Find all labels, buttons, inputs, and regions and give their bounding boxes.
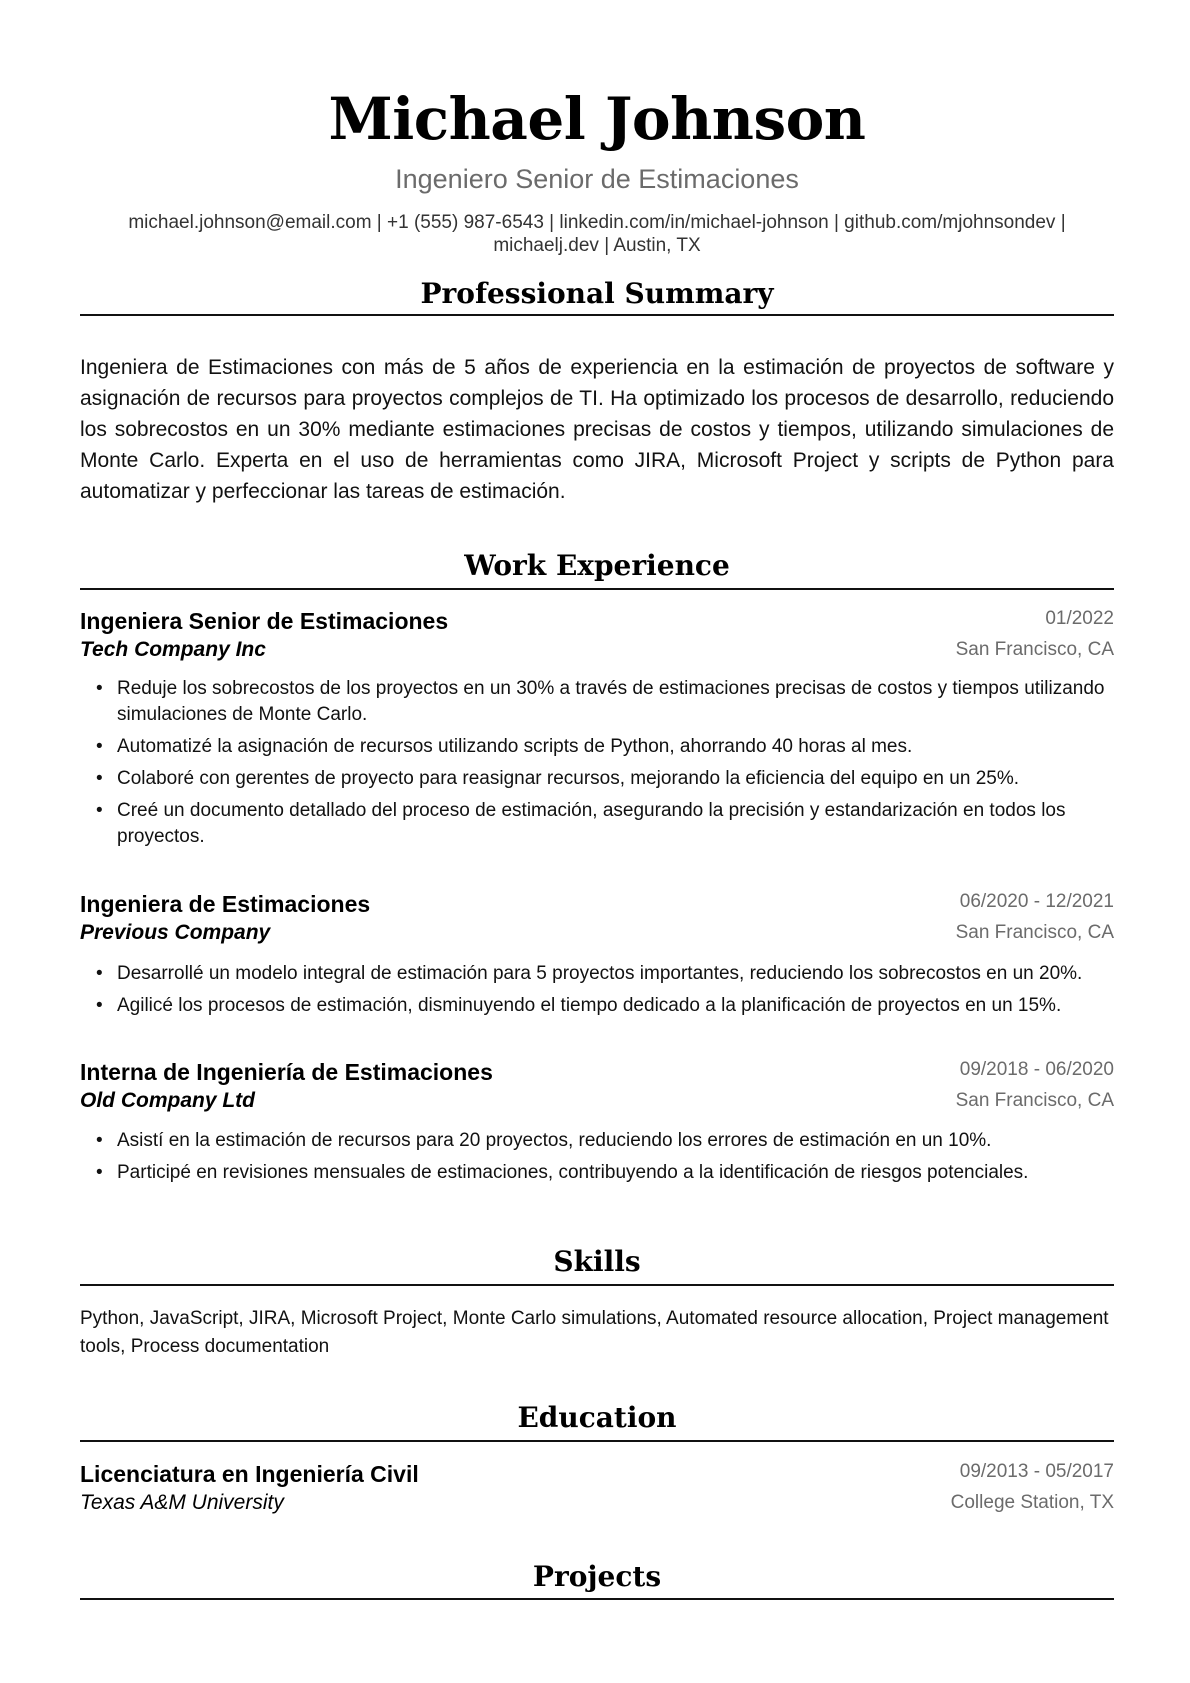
- bullet-glyph: •: [96, 1162, 103, 1183]
- job-bullets: [80, 961, 1114, 1025]
- job-company: Previous Company: [80, 921, 271, 944]
- job-title: Ingeniera Senior de Estimaciones: [80, 608, 449, 634]
- job-title: Interna de Ingeniería de Estimaciones: [80, 1059, 493, 1085]
- contact-line-1: michael.johnson@email.com | +1 (555) 987-6543 | linkedin.com/in/michael-johnson | github.com/mjohnsondev |: [128, 212, 1066, 233]
- job-date: 06/2020 - 12/2021: [959, 891, 1114, 912]
- job-date: 09/2018 - 06/2020: [959, 1059, 1114, 1080]
- summary-divider: [80, 314, 1114, 316]
- list-item: [80, 961, 1114, 987]
- job-company: Tech Company Inc: [80, 638, 266, 661]
- bullet-text: Asistí en la estimación de recursos para 20 proyectos, reduciendo los errores de estimación en un 10%.: [117, 1130, 992, 1151]
- list-item: [80, 993, 1114, 1019]
- job-bullets: [80, 1128, 1114, 1192]
- bullet-glyph: •: [96, 800, 103, 821]
- bullet-glyph: •: [96, 768, 103, 789]
- bullet-glyph: •: [96, 995, 103, 1016]
- list-item: [80, 1128, 1114, 1154]
- bullet-glyph: •: [96, 963, 103, 984]
- job-bullets: [80, 676, 1114, 856]
- summary-section-title: Professional Summary: [420, 277, 774, 310]
- education-date: 09/2013 - 05/2017: [959, 1461, 1114, 1482]
- list-item: [80, 734, 1114, 760]
- list-item: [80, 798, 1114, 850]
- job-location: San Francisco, CA: [955, 1090, 1114, 1111]
- education-location: College Station, TX: [950, 1492, 1114, 1513]
- projects-section-title: Projects: [532, 1560, 662, 1593]
- education-degree: Licenciatura en Ingeniería Civil: [80, 1461, 419, 1487]
- summary-text: Ingeniera de Estimaciones con más de 5 años de experiencia en la estimación de proyectos de software y asignación de recursos para proyectos complejos de TI. Ha optimizado los procesos de desarrollo, reduciendo los sobrecostos en un 30% mediante estimaciones precisas de costos y tiempos, utilizando simulaciones de Monte Carlo. Experta en el uso de herramientas como JIRA, Microsoft Project y scripts de Python para automatizar y perfeccionar las tareas de estimación.: [80, 356, 1114, 503]
- list-item: [80, 766, 1114, 792]
- candidate-name: Michael Johnson: [328, 85, 866, 153]
- job-location: San Francisco, CA: [955, 639, 1114, 660]
- experience-section-title: Work Experience: [464, 549, 730, 582]
- job-location: San Francisco, CA: [955, 922, 1114, 943]
- skills-section-title: Skills: [553, 1245, 641, 1278]
- bullet-glyph: •: [96, 1130, 103, 1151]
- bullet-text: Creé un documento detallado del proceso de estimación, asegurando la precisión y estandarización en todos los proyectos.: [117, 800, 1066, 847]
- bullet-glyph: •: [96, 678, 103, 699]
- contact-info: [80, 211, 1114, 257]
- job-date: 01/2022: [1045, 608, 1114, 629]
- candidate-headline: Ingeniero Senior de Estimaciones: [395, 164, 799, 194]
- bullet-text: Participé en revisiones mensuales de estimaciones, contribuyendo a la identificación de riesgos potenciales.: [117, 1162, 1029, 1183]
- bullet-glyph: •: [96, 736, 103, 757]
- skills-text: Python, JavaScript, JIRA, Microsoft Project, Monte Carlo simulations, Automated resource allocation, Project management tools, Process documentation: [80, 1308, 1109, 1357]
- list-item: [80, 676, 1114, 728]
- experience-divider: [80, 588, 1114, 590]
- list-item: [80, 1160, 1114, 1186]
- bullet-text: Reduje los sobrecostos de los proyectos en un 30% a través de estimaciones precisas de costos y tiempos utilizando simulaciones de Monte Carlo.: [117, 678, 1105, 725]
- skills-divider: [80, 1284, 1114, 1286]
- job-company: Old Company Ltd: [80, 1089, 255, 1112]
- bullet-text: Agilicé los procesos de estimación, disminuyendo el tiempo dedicado a la planificación de proyectos en un 15%.: [117, 995, 1062, 1016]
- projects-divider: [80, 1598, 1114, 1600]
- education-school: Texas A&M University: [80, 1491, 284, 1514]
- education-section-title: Education: [517, 1401, 677, 1434]
- bullet-text: Colaboré con gerentes de proyecto para reasignar recursos, mejorando la eficiencia del equipo en un 25%.: [117, 768, 1019, 789]
- bullet-text: Automatizé la asignación de recursos utilizando scripts de Python, ahorrando 40 horas al mes.: [117, 736, 913, 757]
- contact-line-2: michaelj.dev | Austin, TX: [493, 235, 701, 256]
- education-divider: [80, 1440, 1114, 1442]
- bullet-text: Desarrollé un modelo integral de estimación para 5 proyectos importantes, reduciendo los sobrecostos en un 20%.: [117, 963, 1083, 984]
- job-title: Ingeniera de Estimaciones: [80, 891, 371, 917]
